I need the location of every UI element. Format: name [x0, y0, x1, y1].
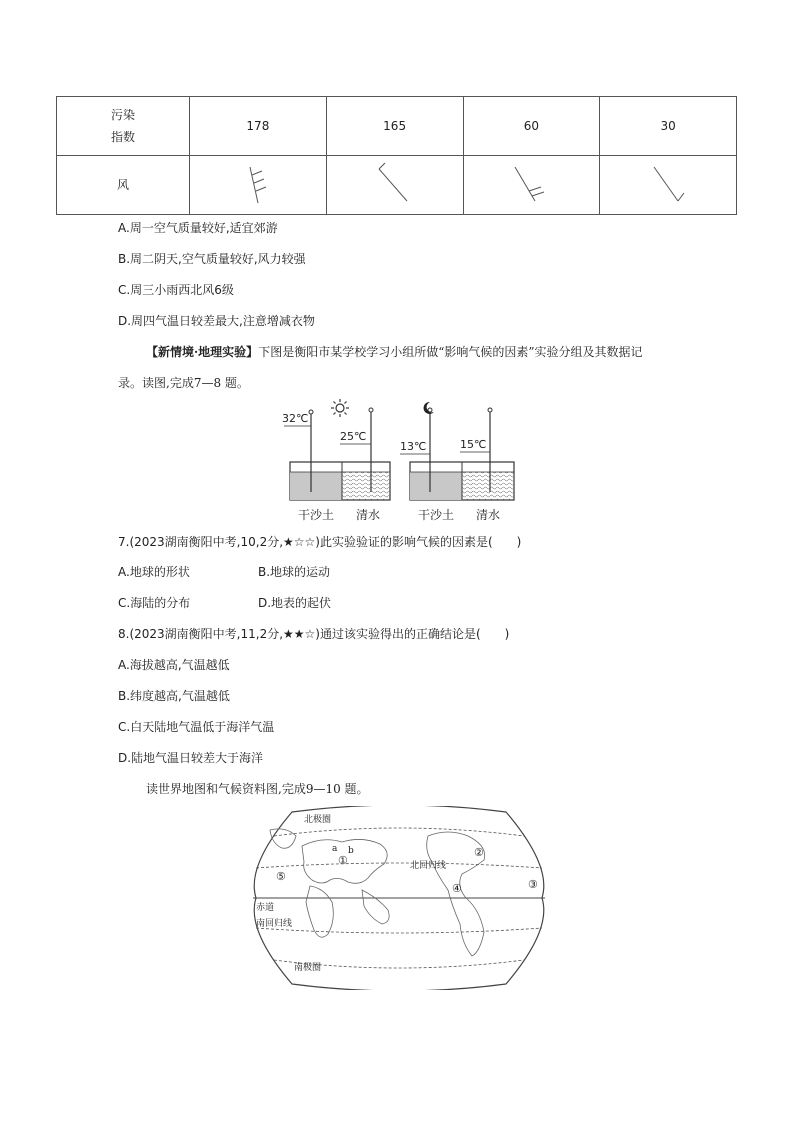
map-intro: 读世界地图和气候资料图,完成9—10 题。: [146, 782, 369, 796]
table-cell: 178: [190, 97, 327, 156]
night-water-temp: 15℃: [460, 438, 487, 451]
intro-text: 下图是衡阳市某学校学习小组所做“影响气候的因素”实验分组及其数据记: [258, 345, 643, 359]
intro-tag: 【新情境·地理实验】: [146, 345, 259, 359]
option-b: B.地球的运动: [258, 565, 331, 579]
sand-label: 干沙土: [298, 508, 335, 522]
equator-label: 赤道: [256, 903, 275, 913]
table-row: [57, 97, 737, 156]
option-c: C.周三小雨西北风6级: [118, 283, 234, 297]
header-line: 指数: [110, 130, 135, 144]
marker-4: ④: [452, 882, 462, 895]
wind-cell: [326, 156, 463, 215]
wind-barb-icon: [228, 159, 288, 209]
night-sand-temp: 13℃: [400, 440, 427, 453]
water-label: 清水: [356, 508, 381, 522]
wind-header: 风: [57, 156, 190, 215]
tropic-capricorn-label: 南回归线: [256, 919, 293, 929]
question-7-stem: 7.(2023湖南衡阳中考,10,2分,★☆☆)此实验验证的影响气候的因素是( ): [118, 535, 522, 549]
question-8-stem: 8.(2023湖南衡阳中考,11,2分,★★☆)通过该实验得出的正确结论是( ): [118, 627, 510, 641]
world-map: [252, 806, 546, 990]
wind-cell: [463, 156, 600, 215]
intro-paragraph: [146, 343, 642, 360]
water-label: 清水: [476, 508, 501, 522]
table-row: [57, 156, 737, 215]
marker-5: ⑤: [276, 870, 286, 883]
wind-cell: [600, 156, 737, 215]
marker-a: a: [332, 844, 338, 854]
option-a: A.海拔越高,气温越低: [118, 658, 230, 672]
experiment-figure: [280, 398, 520, 526]
moon-icon: [420, 400, 436, 416]
marker-b: b: [348, 846, 354, 856]
day-water-temp: 25℃: [340, 430, 367, 443]
wind-cell: [190, 156, 327, 215]
table-cell: 30: [600, 97, 737, 156]
day-sand-temp: 32℃: [282, 412, 309, 425]
marker-2: ②: [474, 846, 484, 859]
pollution-table: [56, 96, 737, 215]
option-a: A.周一空气质量较好,适宜郊游: [118, 221, 278, 235]
wind-barb-icon: [638, 159, 698, 209]
wind-barb-icon: [501, 159, 561, 209]
option-d: D.陆地气温日较差大于海洋: [118, 751, 264, 765]
option-b: B.周二阴天,空气质量较好,风力较强: [118, 252, 306, 266]
option-d: D.地表的起伏: [258, 596, 332, 610]
table-cell: 60: [463, 97, 600, 156]
intro-text-2: 录。读图,完成7—8 题。: [118, 376, 249, 390]
pollution-index-header: [57, 97, 190, 156]
option-a: A.地球的形状: [118, 565, 190, 579]
table-cell: 165: [326, 97, 463, 156]
option-b: B.纬度越高,气温越低: [118, 689, 230, 703]
marker-1: ①: [338, 854, 348, 867]
option-c: C.白天陆地气温低于海洋气温: [118, 720, 275, 734]
option-c: C.海陆的分布: [118, 596, 191, 610]
wind-barb-icon: [365, 159, 425, 209]
tropic-cancer-label: 北回归线: [410, 861, 447, 871]
arctic-circle-label: 北极圈: [304, 815, 332, 825]
sand-label: 干沙土: [418, 508, 455, 522]
antarctic-circle-label: 南极圈: [294, 963, 322, 973]
header-line: 污染: [110, 108, 135, 122]
sun-icon: [330, 398, 350, 418]
option-d: D.周四气温日较差最大,注意增减衣物: [118, 314, 315, 328]
marker-3: ③: [528, 878, 538, 891]
